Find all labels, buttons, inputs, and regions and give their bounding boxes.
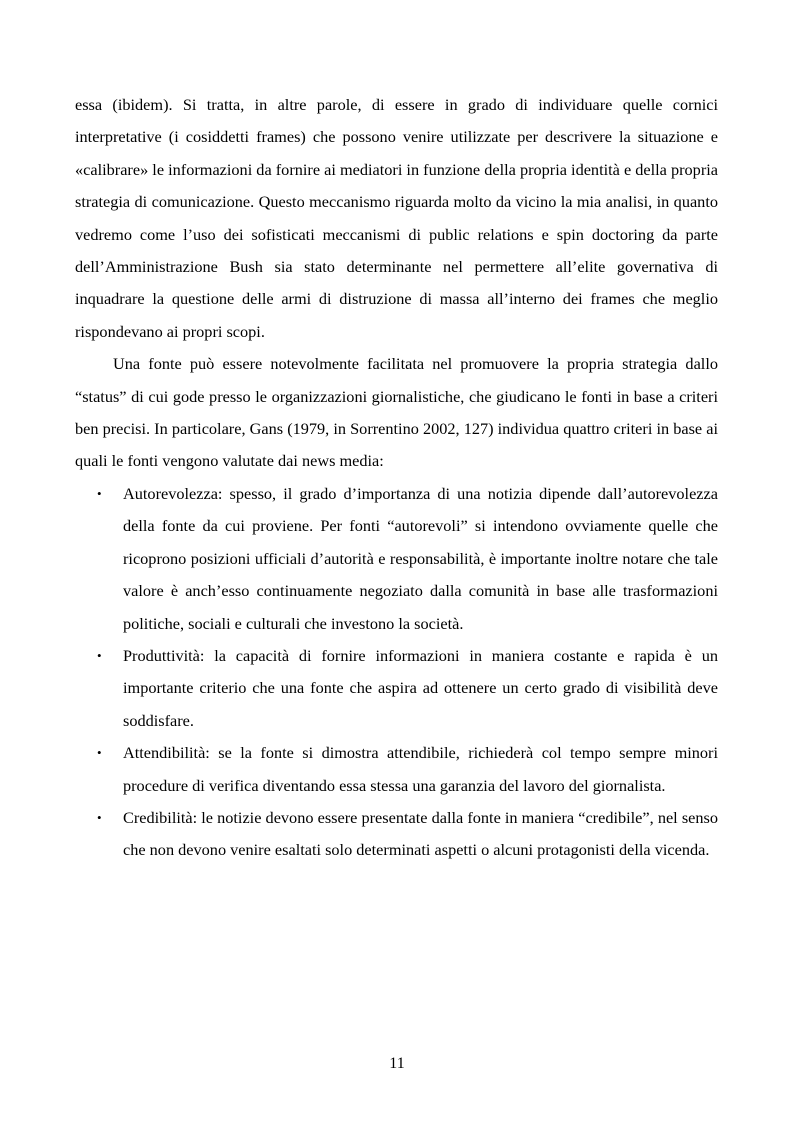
page-number: 11 <box>389 1055 405 1072</box>
criteria-item-text: Credibilità: le notizie devono essere presentate dalla fonte in maniera “credibile”, nel senso che non devono venire esaltati solo determinati aspetti o alcuni protagonisti della vicenda. <box>123 807 718 860</box>
page-content <box>75 89 718 867</box>
bullet-icon: • <box>97 485 102 501</box>
bullet-icon: • <box>97 809 102 825</box>
criteria-item-text: Produttività: la capacità di fornire informazioni in maniera costante e rapida è un importante criterio che una fonte che aspira ad ottenere un certo grado di visibilità deve soddisfare. <box>123 645 718 730</box>
body-paragraph-2: Una fonte può essere notevolmente facilitata nel promuovere la propria strategia dallo “status” di cui gode presso le organizzazioni giornalistiche, che giudicano le fonti in base a criteri ben precisi. In particolare, Gans (1979, in Sorrentino 2002, 127) individua quattro criteri in base ai quali le fonti vengono valutate dai news media: <box>75 354 718 471</box>
criteria-item-autorevolezza <box>75 478 718 640</box>
criteria-list <box>75 478 718 867</box>
criteria-item-attendibilita <box>75 737 718 802</box>
criteria-item-text: Autorevolezza: spesso, il grado d’importanza di una notizia dipende dall’autorevolezza della fonte da cui proviene. Per fonti “autorevoli” si intendono ovviamente quelle che ricoprono posizioni ufficiali d’autorità e responsabilità, è importante inoltre notare che tale valore è anch’esso continuamente negoziato dalla comunità in base alle trasformazioni politiche, sociali e culturali che investono la società. <box>123 483 718 633</box>
criteria-item-text: Attendibilità: se la fonte si dimostra attendibile, richiederà col tempo sempre minori procedure di verifica diventando essa stessa una garanzia del lavoro del giornalista. <box>123 743 718 795</box>
criteria-item-credibilita <box>75 802 718 867</box>
bullet-icon: • <box>97 745 102 761</box>
criteria-item-produttivita <box>75 640 718 737</box>
body-paragraph-1: essa (ibidem). Si tratta, in altre parole, di essere in grado di individuare quelle cornici interpretative (i cosiddetti frames) che possono venire utilizzate per descrivere la situazione e «calibrare» le informazioni da fornire ai mediatori in funzione della propria identità e della propria strategia di comunicazione. Questo meccanismo riguarda molto da vicino la mia analisi, in quanto vedremo come l’uso dei sofisticati meccanismi di public relations e spin doctoring da parte dell’Amministrazione Bush sia stato determinante nel permettere all’elite governativa di inquadrare la questione delle armi di distruzione di massa all’interno dei frames che meglio rispondevano ai propri scopi. <box>75 95 718 341</box>
bullet-icon: • <box>97 647 102 663</box>
